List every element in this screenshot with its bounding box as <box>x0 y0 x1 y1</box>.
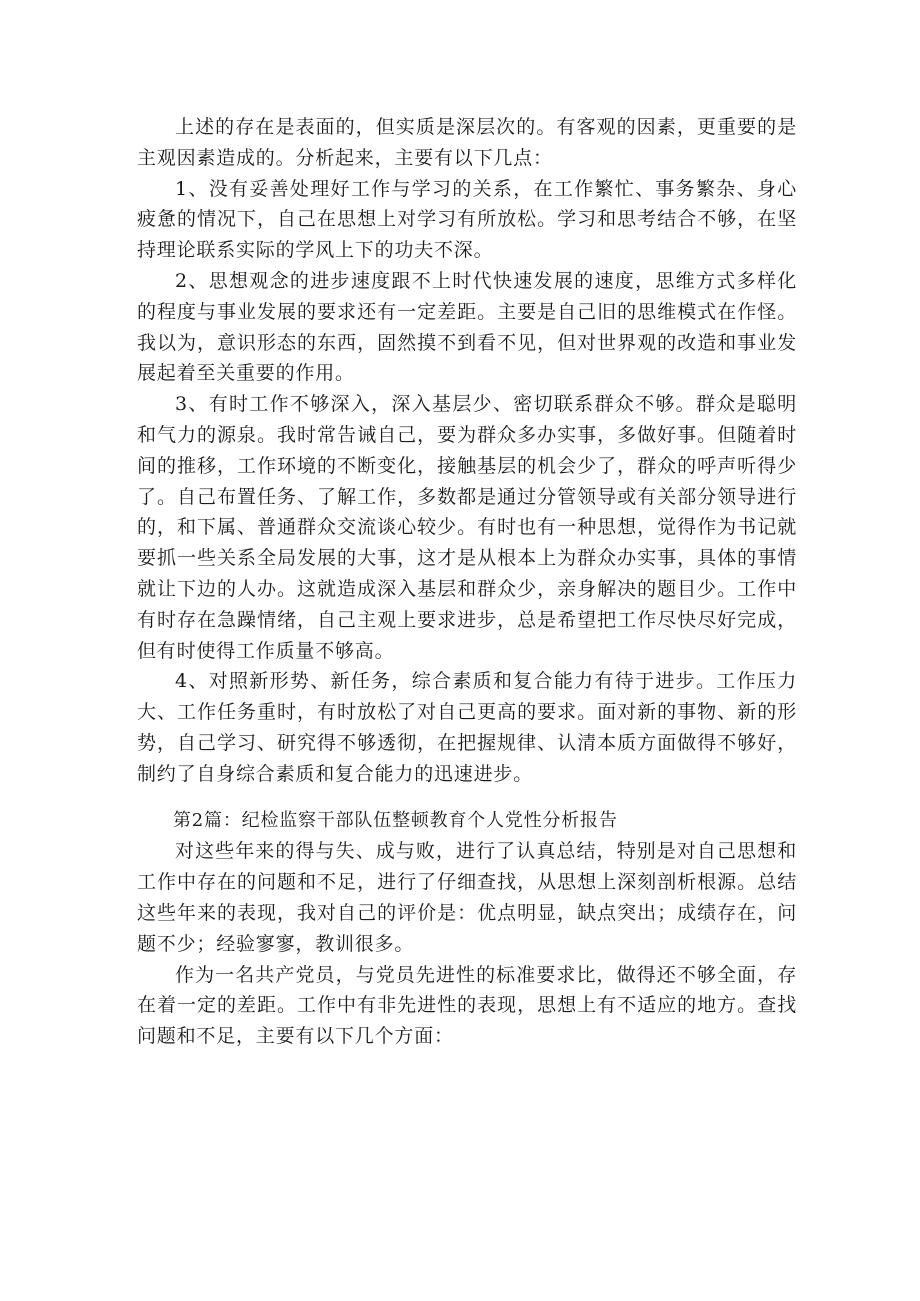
paragraph-point-2: 2、思想观念的进步速度跟不上时代快速发展的速度，思维方式多样化的程度与事业发展的要求还有一定差距。主要是自己旧的思维模式在作怪。我以为，意识形态的东西，固然摸不到看不见，但对世界观的改造和事业发展起着至关重要的作用。 <box>137 269 797 385</box>
paragraph-point-1: 1、没有妥善处理好工作与学习的关系，在工作繁忙、事务繁杂、身心疲惫的情况下，自己在思想上对学习有所放松。学习和思考结合不够，在坚持理论联系实际的学风上下的功夫不深。 <box>137 177 797 262</box>
paragraph-summary: 对这些年来的得与失、成与败，进行了认真总结，特别是对自己思想和工作中存在的问题和不足，进行了仔细查找，从思想上深刻剖析根源。总结这些年来的表现，我对自己的评价是：优点明显，缺点突出；成绩存在，问题不少；经验寥寥，教训很多。 <box>137 840 797 955</box>
section-heading: 第2篇：纪检监察干部队伍整顿教育个人党性分析报告 <box>173 809 618 831</box>
section-gap <box>137 790 797 806</box>
paragraph-point-3: 3、有时工作不够深入，深入基层少、密切联系群众不够。群众是聪明和气力的源泉。我时常告诫自己，要为群众多办实事，多做好事。但随着时间的推移，工作环境的不断变化，接触基层的机会少了，群众的呼声听得少了。自己布置任务、了解工作，多数都是通过分管领导或有关部分领导进行的，和下属、普通群众交流谈心较少。有时也有一种思想，觉得作为书记就要抓一些关系全局发展的大事，这才是从根本上为群众办实事，具体的事情就让下边的人办。这就造成深入基层和群众少，亲身解决的题目少。工作中有时存在急躁情绪，自己主观上要求进步，总是希望把工作尽快尽好完成，但有时使得工作质量不够高。 <box>137 393 797 662</box>
paragraph-member-comparison: 作为一名共产党员，与党员先进性的标准要求比，做得还不够全面，存在着一定的差距。工作中有非先进性的表现，思想上有不适应的地方。查找问题和不足，主要有以下几个方面： <box>137 963 797 1048</box>
paragraph-causes-intro: 上述的存在是表面的，但实质是深层次的。有客观的因素，更重要的是主观因素造成的。分析起来，主要有以下几点： <box>137 116 797 169</box>
paragraph-point-4: 4、对照新形势、新任务，综合素质和复合能力有待于进步。工作压力大、工作任务重时，有时放松了对自己更高的要求。面对新的事物、新的形势，自己学习、研究得不够透彻，在把握规律、认清本质方面做得不够好，制约了自身综合素质和复合能力的迅速进步。 <box>137 670 797 785</box>
document-page <box>137 112 797 1052</box>
